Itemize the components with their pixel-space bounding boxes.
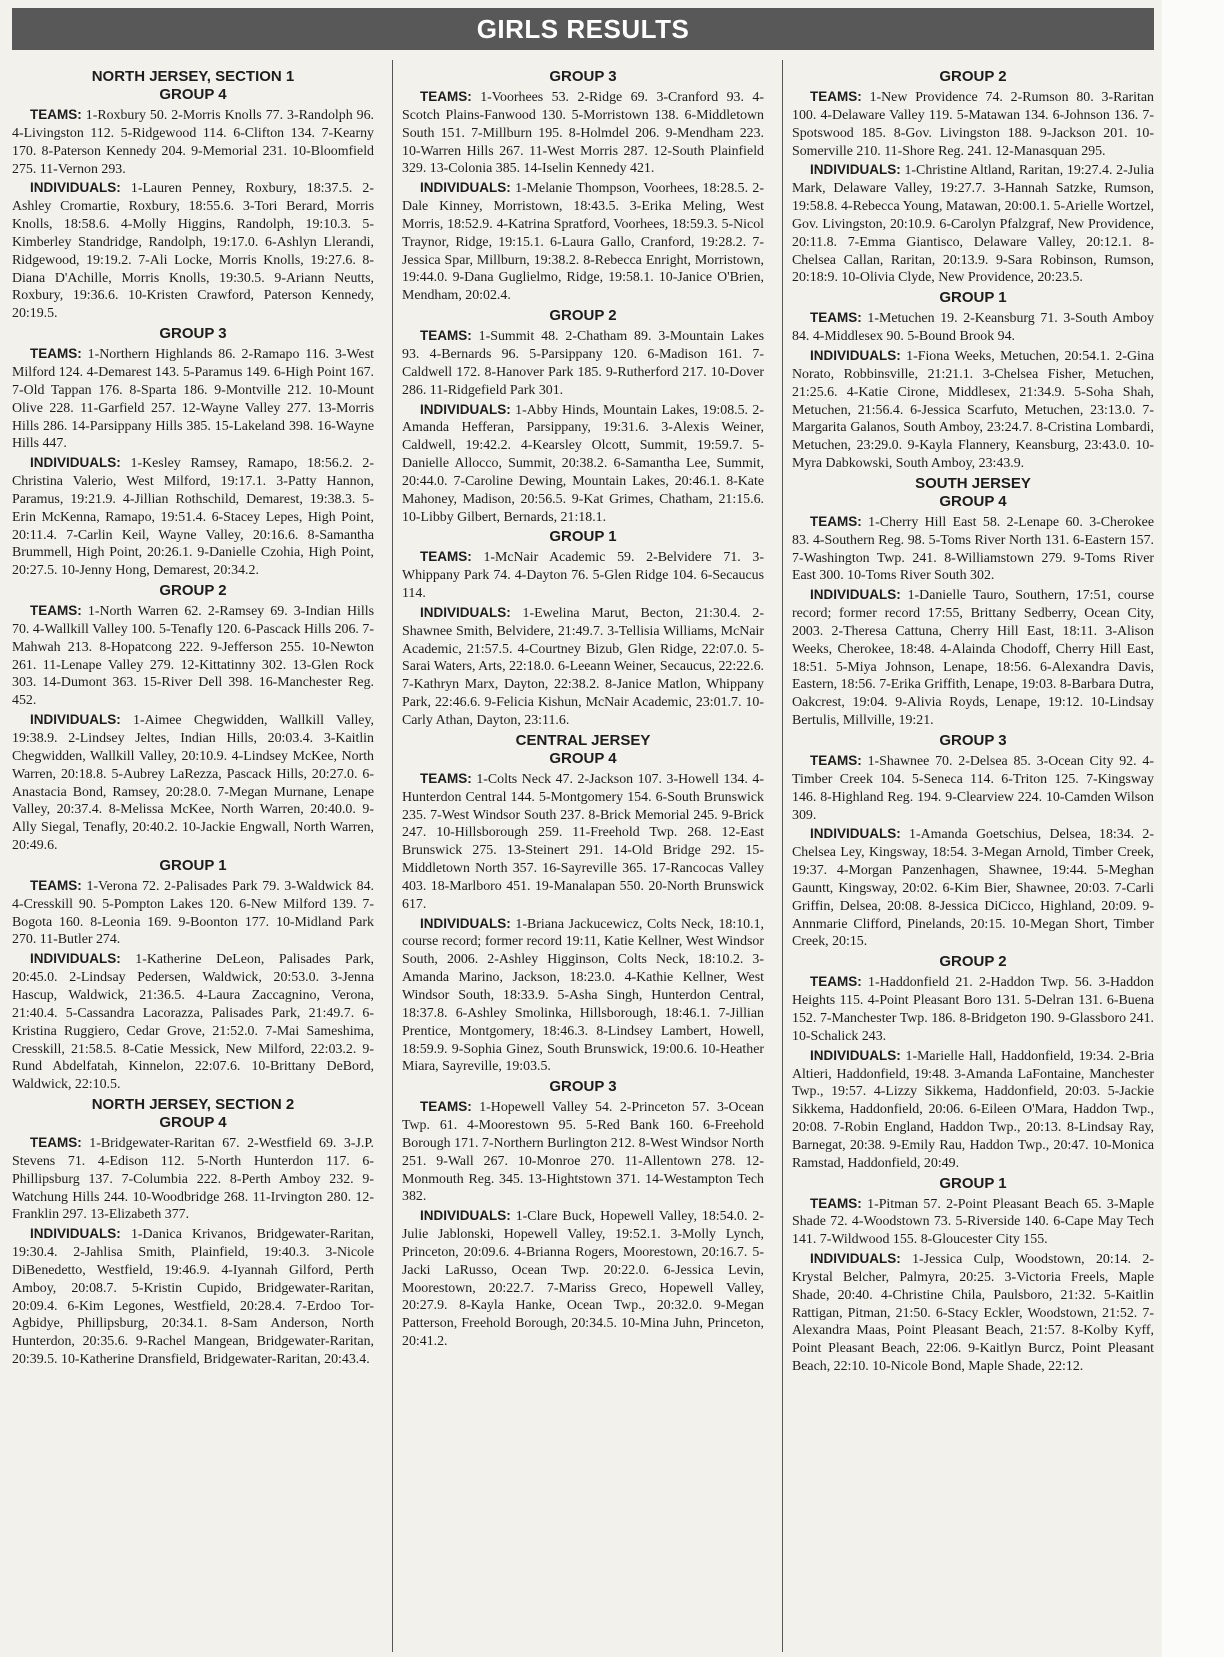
individuals-label: INDIVIDUALS: (420, 915, 511, 931)
section-heading-line: GROUP 2 (159, 582, 227, 600)
individuals-paragraph (402, 604, 764, 730)
teams-text: 1-Bridgewater-Raritan 67. 2-Westfield 69. 3-J.P. Stevens 71. 4-Edison 112. 5-North Hunterdon 117. 6-Phillipsburg 137. 7-Columbia 222. 8-Perth Amboy 232. 9-Watchung Hills 244. 10-Woodbridge 268. 11-Irvington 280. 12-Franklin 297. 13-Elizabeth 377. (12, 1136, 374, 1223)
teams-text: 1-McNair Academic 59. 2-Belvidere 71. 3-Whippany Park 74. 4-Dayton 76. 5-Glen Ridge 104. 6-Secaucus 114. (402, 550, 764, 602)
teams-text: 1-Summit 48. 2-Chatham 89. 3-Mountain Lakes 93. 4-Bernards 96. 5-Parsippany 120. 6-Madison 161. 7-Caldwell 172. 8-Hanover Park 185. 9-Rutherford 217. 10-Dover 286. 11-Ridgefield Park 301. (402, 329, 764, 398)
section-heading (402, 68, 764, 86)
individuals-label: INDIVIDUALS: (420, 604, 511, 620)
section-heading (402, 307, 764, 325)
teams-text: 1-Colts Neck 47. 2-Jackson 107. 3-Howell 134. 4-Hunterdon Central 144. 5-Montgomery 154. 6-South Brunswick 235. 7-West Windsor South 237. 8-Brick Memorial 245. 9-Brick 247. 10-Hillsborough 259. 11-Freehold Twp. 268. 12-East Brunswick 275. 13-Steinert 291. 14-Old Bridge 292. 15-Middletown North 357. 16-Sayreville 365. 17-Rancocas Valley 403. 18-Marlboro 451. 19-Manalapan 550. 20-North Brunswick 617. (402, 771, 764, 912)
teams-text: 1-Metuchen 19. 2-Keansburg 71. 3-South Amboy 84. 4-Middlesex 90. 5-Bound Brook 94. (792, 311, 1154, 345)
section-heading-line: NORTH JERSEY, SECTION 2 (91, 1096, 295, 1114)
teams-paragraph (402, 548, 764, 603)
teams-paragraph (12, 602, 374, 710)
results-banner: GIRLS RESULTS (12, 8, 1154, 50)
teams-label: TEAMS: (420, 89, 472, 104)
individuals-paragraph (792, 1047, 1154, 1173)
section-heading (12, 582, 374, 600)
individuals-label: INDIVIDUALS: (30, 951, 121, 967)
individuals-label: INDIVIDUALS: (420, 1208, 511, 1224)
individuals-text: 1-Amanda Goetschius, Delsea, 18:34. 2-Chelsea Ley, Kingsway, 18:54. 3-Megan Arnold, Timber Creek, 19:37. 4-Morgan Panzenhagen, Shawnee, 19:44. 5-Meghan Gauntt, Kingsway, 20:02. 6-Kim Bier, Shawnee, 20:03. 7-Carli Griffin, Delsea, 20:08. 8-Jessica DiCicco, Highland, 20:09. 9-Annmarie Clifford, Pinelands, 20:15. 10-Megan Short, Timber Creek, 20:15. (792, 827, 1154, 950)
individuals-text: 1-Clare Buck, Hopewell Valley, 18:54.0. 2-Julie Jablonski, Hopewell Valley, 19:52.1. 3-Molly Lynch, Princeton, 20:09.6. 4-Brianna Rogers, Moorestown, 20:16.7. 5-Jacki LaRusso, Ocean Twp. 20:22.0. 6-Jessica Levin, Moorestown, 20:22.7. 7-Mariss Greco, Hopewell Valley, 20:27.9. 8-Kayla Hanke, Ocean Twp., 20:32.0. 9-Megan Patterson, Freehold Borough, 20:34.5. 10-Mina Juhn, Princeton, 20:41.2. (402, 1209, 764, 1350)
teams-text: 1-Haddonfield 21. 2-Haddon Twp. 56. 3-Haddon Heights 115. 4-Point Pleasant Boro 131. 5-Delran 131. 6-Buena 152. 7-Manchester Twp. 186. 8-Bridgeton 190. 9-Glassboro 241. 10-Schalick 243. (792, 975, 1154, 1044)
individuals-paragraph (12, 1225, 374, 1369)
individuals-label: INDIVIDUALS: (810, 162, 901, 178)
individuals-label: INDIVIDUALS: (810, 347, 901, 363)
individuals-text: 1-Jessica Culp, Woodstown, 20:14. 2-Krystal Belcher, Palmyra, 20:25. 3-Victoria Freels, Maple Shade, 20:40. 4-Christine Chila, Paulsboro, 21:32. 5-Kaitlin Rattigan, Pitman, 21:50. 6-Stacy Eckler, Woodstown, 21:52. 7-Alexandra Maas, Point Pleasant Beach, 21:57. 8-Kolby Kyff, Point Pleasant Beach, 22:06. 9-Kaitlyn Burcz, Point Pleasant Beach, 22:10. 10-Nicole Bond, Maple Shade, 22:12. (792, 1252, 1154, 1375)
section-heading-line: GROUP 2 (549, 307, 617, 325)
teams-paragraph (12, 877, 374, 949)
section-heading (792, 475, 1154, 511)
teams-label: TEAMS: (810, 89, 862, 104)
section-heading-line: GROUP 3 (549, 68, 617, 85)
individuals-label: INDIVIDUALS: (30, 712, 121, 728)
section-heading (12, 325, 374, 343)
teams-label: TEAMS: (30, 877, 82, 893)
individuals-label: INDIVIDUALS: (420, 180, 511, 196)
teams-label: TEAMS: (810, 753, 862, 768)
results-column-2 (402, 66, 764, 1651)
section-heading-line: GROUP 4 (939, 492, 1007, 510)
individuals-paragraph (402, 1207, 764, 1351)
section-heading-line: GROUP 4 (159, 1114, 227, 1132)
teams-label: TEAMS: (810, 513, 862, 529)
teams-text: 1-New Providence 74. 2-Rumson 80. 3-Raritan 100. 4-Delaware Valley 119. 5-Matawan 134. 6-Johnson 136. 7-Spotswood 185. 8-Gov. Livingston 188. 9-Jackson 201. 10-Somerville 210. 11-Shore Reg. 241. 12-Manasquan 295. (792, 90, 1154, 159)
teams-label: TEAMS: (30, 107, 82, 122)
individuals-paragraph (792, 825, 1154, 951)
section-heading (12, 68, 374, 104)
teams-paragraph (792, 1195, 1154, 1250)
section-heading-line: GROUP 1 (549, 528, 617, 546)
teams-text: 1-Voorhees 53. 2-Ridge 69. 3-Cranford 93. 4-Scotch Plains-Fanwood 130. 5-Morristown 138. 6-Middletown South 151. 7-Millburn 195. 8-Holmdel 206. 9-Mendham 223. 10-Warren Hills 267. 11-West Morris 287. 12-South Plainfield 329. 13-Colonia 385. 14-Iselin Kennedy 421. (402, 90, 764, 177)
results-column-1 (12, 66, 374, 1651)
section-heading-line: GROUP 1 (939, 289, 1007, 307)
individuals-label: INDIVIDUALS: (810, 826, 901, 842)
individuals-label: INDIVIDUALS: (30, 180, 121, 196)
individuals-label: INDIVIDUALS: (810, 1047, 901, 1063)
section-heading (402, 1078, 764, 1096)
teams-paragraph (402, 1098, 764, 1206)
teams-paragraph (792, 973, 1154, 1045)
individuals-text: 1-Katherine DeLeon, Palisades Park, 20:45.0. 2-Lindsay Pedersen, Waldwick, 20:53.0. 3-Jenna Hascup, Waldwick, 21:36.5. 4-Laura Zaccagnino, Verona, 21:40.4. 5-Cassandra Lacorazza, Palisades Park, 21:49.7. 6-Kristina Ruggiero, Cedar Grove, 21:52.0. 7-Mai Sameshima, Cresskill, 21:58.5. 8-Catie Messick, New Milford, 22:03.2. 9-Rund Abdelfatah, Kinnelon, 22:07.6. 10-Brittany DeBord, Waldwick, 22:10.5. (12, 952, 374, 1093)
results-column-3 (792, 66, 1154, 1651)
individuals-text: 1-Ewelina Marut, Becton, 21:30.4. 2-Shawnee Smith, Belvidere, 21:49.7. 3-Tellisia Williams, McNair Academic, 21:57.5. 4-Courtney Bizub, Glen Ridge, 22:07.0. 5-Sarai Waters, Arts, 22:18.0. 6-Leeann Weiner, Secaucus, 22:22.6. 7-Kathryn Marx, Dayton, 22:38.2. 8-Janice Matlon, Whippany Park, 22:46.6. 9-Felicia Kishun, McNair Academic, 23:01.7. 10-Carly Athan, Dayton, 23:11.6. (402, 605, 764, 728)
section-heading-line: GROUP 1 (939, 1174, 1007, 1192)
teams-label: TEAMS: (810, 310, 862, 326)
teams-label: TEAMS: (420, 549, 472, 565)
teams-label: TEAMS: (420, 770, 472, 786)
teams-paragraph (12, 1134, 374, 1224)
section-heading-line: NORTH JERSEY, SECTION 1 (91, 68, 295, 85)
teams-text: 1-Cherry Hill East 58. 2-Lenape 60. 3-Cherokee 83. 4-Southern Reg. 98. 5-Toms River North 131. 6-Eastern 157. 7-Washington Twp. 241. 8-Williamstown 279. 9-Toms River East 300. 10-Toms River South 302. (792, 514, 1154, 584)
individuals-text: 1-Danielle Tauro, Southern, 17:51, course record; former record 17:55, Brittany Sedberry, Ocean City, 2003. 2-Theresa Cattuna, Cherry Hill East, 18:11. 3-Alison Weeks, Cherokee, 18:48. 4-Alainda Chodoff, Cherry Hill East, 18:51. 5-Miya Johnson, Lenape, 18:56. 6-Alexandra Davis, Eastern, 18:56. 7-Erika Griffith, Lenape, 19:03. 8-Barbara Dutra, Oakcrest, 19:04. 9-Alivia Royds, Lenape, 19:12. 10-Lindsay Bertulis, Millville, 19:21. (792, 588, 1154, 729)
individuals-label: INDIVIDUALS: (30, 1226, 121, 1242)
teams-text: 1-North Warren 62. 2-Ramsey 69. 3-Indian Hills 70. 4-Wallkill Valley 100. 5-Tenafly 120. 6-Pascack Hills 206. 7-Mahwah 213. 8-Hopatcong 222. 9-Jefferson 255. 10-Newton 261. 11-Lenape Valley 279. 12-Kittatinny 302. 13-Glen Rock 303. 14-Dumont 363. 15-River Dell 398. 16-Manchester Reg. 452. (12, 604, 374, 709)
teams-label: TEAMS: (810, 974, 862, 990)
section-heading-line: GROUP 4 (549, 749, 617, 767)
teams-label: TEAMS: (810, 1195, 862, 1211)
individuals-paragraph (12, 950, 374, 1094)
teams-paragraph (402, 88, 764, 178)
individuals-text: 1-Kesley Ramsey, Ramapo, 18:56.2. 2-Christina Valerio, West Milford, 19:17.1. 3-Patty Hannon, Paramus, 19:21.9. 4-Jillian Rothschild, Demarest, 19:38.3. 5-Erin McKenna, Ramapo, 19:51.4. 6-Stacey Lepes, High Point, 20:11.4. 7-Carlin Keil, Wayne Valley, 20:16.6. 8-Samantha Brummell, High Point, 20:26.1. 9-Danielle Czohia, High Point, 20:27.5. 10-Jenny Hong, Demarest, 20:34.2. (12, 456, 374, 579)
section-heading-line: CENTRAL JERSEY (515, 731, 651, 749)
teams-text: 1-Verona 72. 2-Palisades Park 79. 3-Waldwick 84. 4-Cresskill 90. 5-Pompton Lakes 120. 6-New Milford 139. 7-Bogota 160. 8-Leonia 169. 9-Boonton 177. 10-Midland Park 270. 11-Butler 274. (12, 878, 374, 948)
individuals-label: INDIVIDUALS: (30, 455, 121, 471)
teams-label: TEAMS: (30, 603, 82, 619)
individuals-text: 1-Briana Jackucewicz, Colts Neck, 18:10.1, course record; former record 19:11, Katie Kellner, West Windsor South, 2006. 2-Ashley Higginson, Colts Neck, 18:10.2. 3-Amanda Marino, Jackson, 18:23.0. 4-Kathie Kellner, West Windsor South, 18:33.9. 5-Asha Singh, Hunterdon Central, 18:37.8. 6-Ashley Smolinka, Hillsborough, 18:46.1. 7-Jillian Prentice, Montgomery, 18:46.3. 8-Lindsey Lambert, Howell, 18:59.9. 9-Sophia Ginez, South Brunswick, 19:00.6. 10-Heather Miara, Sayreville, 19:03.5. (402, 916, 764, 1075)
teams-paragraph (12, 345, 374, 453)
individuals-text: 1-Abby Hinds, Mountain Lakes, 19:08.5. 2-Amanda Hefferan, Parsippany, 19:31.6. 3-Alexis Weiner, Caldwell, 19:42.2. 4-Kearsley Olcott, Summit, 19:59.7. 5-Danielle Allocco, Summit, 20:38.2. 6-Samantha Lee, Summit, 20:44.0. 7-Caroline Dewing, Mountain Lakes, 20:46.1. 8-Kate Mahoney, Madison, 20:56.5. 9-Kat Grimes, Chatham, 21:15.6. 10-Libby Gilbert, Bernards, 21:18.1. (402, 402, 764, 525)
teams-paragraph (792, 309, 1154, 346)
section-heading (792, 1175, 1154, 1193)
section-heading (402, 528, 764, 546)
column-rule (782, 60, 783, 1652)
teams-paragraph (402, 327, 764, 399)
page-margin (1162, 0, 1224, 1657)
individuals-text: 1-Aimee Chegwidden, Wallkill Valley, 19:38.9. 2-Lindsey Jeltes, Indian Hills, 20:03.4. 3-Kaitlin Chegwidden, Wallkill Valley, 20:10.9. 4-Lindsey McKee, North Warren, 20:18.8. 5-Aubrey LaRezza, Pascack Hills, 20:27.0. 6-Anastacia Bond, Ramsey, 20:28.0. 7-Megan Murnane, Lenape Valley, 20:37.4. 8-Melissa McKee, North Warren, 20:40.0. 9-Ally Siegal, Tenafly, 20:40.2. 10-Jackie Engwall, North Warren, 20:49.6. (12, 713, 374, 854)
individuals-label: INDIVIDUALS: (810, 587, 901, 603)
individuals-label: INDIVIDUALS: (420, 401, 511, 417)
individuals-text: 1-Melanie Thompson, Voorhees, 18:28.5. 2-Dale Kinney, Morristown, 18:43.5. 3-Erika Meling, West Morris, 18:52.9. 4-Katrina Spratford, Voorhees, 18:59.3. 5-Nicol Traynor, Ridge, 19:15.1. 6-Laura Gallo, Cranford, 19:28.2. 7-Jessica Spar, Millburn, 19:38.2. 8-Rebecca Enright, Morristown, 19:44.0. 9-Dana Guglielmo, Ridge, 19:58.1. 10-Janice O'Brien, Mendham, 20:02.4. (402, 181, 764, 304)
section-heading (12, 857, 374, 875)
teams-text: 1-Shawnee 70. 2-Delsea 85. 3-Ocean City 92. 4-Timber Creek 104. 5-Seneca 114. 6-Triton 125. 7-Kingsway 146. 8-Highland Reg. 194. 9-Clearview 224. 10-Camden Wilson 309. (792, 754, 1154, 823)
individuals-text: 1-Danica Krivanos, Bridgewater-Raritan, 19:30.4. 2-Jahlisa Smith, Plainfield, 19:40.3. 3-Nicole DiBenedetto, Westfield, 19:46.9. 4-Iyannah Gilford, Perth Amboy, 20:08.7. 5-Kristin Cupido, Bridgewater-Raritan, 20:09.4. 6-Kim Legones, Westfield, 20:28.4. 7-Erdoo Tor-Agbidye, Phillipsburg, 20:34.1. 8-Sam Anderson, North Hunterdon, 20:35.6. 9-Rachel Mangean, Bridgewater-Raritan, 20:39.5. 10-Katherine Dransfield, Bridgewater-Raritan, 20:43.4. (12, 1227, 374, 1368)
teams-paragraph (402, 770, 764, 914)
individuals-label: INDIVIDUALS: (810, 1251, 901, 1267)
teams-text: 1-Pitman 57. 2-Point Pleasant Beach 65. 3-Maple Shade 72. 4-Woodstown 73. 5-Riverside 140. 6-Cape May Tech 141. 7-Wildwood 155. 8-Gloucester City 155. (792, 1196, 1154, 1248)
section-heading (792, 953, 1154, 971)
section-heading-line: GROUP 3 (549, 1078, 617, 1096)
individuals-text: 1-Christine Altland, Raritan, 19:27.4. 2-Julia Mark, Delaware Valley, 19:27.7. 3-Hannah Satzke, Rumson, 19:58.8. 4-Rebecca Young, Matawan, 20:00.1. 5-Arielle Wortzel, Gov. Livingston, 20:10.9. 6-Carolyn Pfalzgraf, New Providence, 20:11.8. 7-Emma Giantisco, Delaware Valley, 20:12.1. 8-Chelsea Callan, Raritan, 20:13.9. 9-Sara Robinson, Rumson, 20:18:9. 10-Olivia Clyde, New Providence, 20:23.5. (792, 163, 1154, 286)
teams-label: TEAMS: (420, 328, 472, 344)
individuals-paragraph (402, 179, 764, 305)
section-heading-line: GROUP 3 (939, 732, 1007, 749)
teams-text: 1-Hopewell Valley 54. 2-Princeton 57. 3-Ocean Twp. 61. 4-Moorestown 95. 5-Red Bank 160. 6-Freehold Borough 171. 7-Northern Burlington 212. 8-West Windsor North 251. 9-Wall 267. 10-Monroe 270. 11-Allentown 278. 12-Monmouth Reg. 345. 13-Hightstown 371. 14-Westampton Tech 382. (402, 1100, 764, 1205)
individuals-text: 1-Lauren Penney, Roxbury, 18:37.5. 2-Ashley Cromartie, Roxbury, 18:55.6. 3-Tori Berard, Morris Knolls, 18:58.6. 4-Molly Higgins, Randolph, 19:10.3. 5-Kimberley Standridge, Randolph, 19:17.0. 6-Ashlyn Llerandi, Ridgewood, 19:19.2. 7-Ali Locke, Morris Knolls, 19:27.6. 8-Diana D'Achille, Morris Knolls, 19:30.5. 9-Ariann Neutts, Roxbury, 19:36.6. 10-Kristen Crawford, Paterson Kennedy, 20:19.5. (12, 181, 374, 322)
column-rule (392, 60, 393, 1652)
teams-label: TEAMS: (30, 346, 82, 362)
teams-paragraph (792, 88, 1154, 160)
teams-text: 1-Northern Highlands 86. 2-Ramapo 116. 3-West Milford 124. 4-Demarest 143. 5-Paramus 149. 6-High Point 167. 7-Old Tappan 176. 8-Sparta 186. 9-Montville 212. 10-Mount Olive 228. 11-Garfield 257. 12-Wayne Valley 277. 13-Morris Hills 286. 14-Parsippany Hills 385. 15-Lakeland 398. 16-Wayne Hills 447. (12, 347, 374, 452)
section-heading-line: GROUP 1 (159, 856, 227, 874)
individuals-paragraph (792, 347, 1154, 473)
section-heading (792, 68, 1154, 86)
teams-paragraph (792, 513, 1154, 585)
section-heading (12, 1096, 374, 1132)
section-heading-line: SOUTH JERSEY (915, 474, 1031, 492)
individuals-text: 1-Fiona Weeks, Metuchen, 20:54.1. 2-Gina Norato, Robbinsville, 21:21.1. 3-Chelsea Fisher, Metuchen, 21:25.6. 4-Katie Cirone, Middlesex, 21:34.9. 5-Soha Shah, Metuchen, 21:56.4. 6-Jessica Scarfuto, Metuchen, 23:13.0. 7-Margarita Galanos, South Amboy, 23:24.7. 8-Cristina Lombardi, Metuchen, 23:29.0. 9-Kayla Flannery, Keansburg, 23:43.0. 10-Myra Dabkowski, South Amboy, 23:43.9. (792, 348, 1154, 472)
individuals-paragraph (792, 1250, 1154, 1376)
individuals-paragraph (12, 454, 374, 580)
individuals-paragraph (12, 711, 374, 855)
teams-paragraph (792, 752, 1154, 824)
individuals-paragraph (792, 161, 1154, 287)
section-heading (792, 732, 1154, 750)
individuals-paragraph (402, 915, 764, 1077)
individuals-text: 1-Marielle Hall, Haddonfield, 19:34. 2-Bria Altieri, Haddonfield, 19:48. 3-Amanda LaFontaine, Manchester Twp., 19:57. 4-Lizzy Sikkema, Haddonfield, 20:03. 5-Jackie Sikkema, Haddonfield, 20:06. 6-Eileen O'Mara, Haddon Twp., 20:08. 7-Robin England, Haddon Twp., 20:13. 8-Lindsay Ray, Barnegat, 20:38. 9-Emily Rau, Haddon Twp., 20:47. 10-Monica Ramstad, Haddonfield, 20:49. (792, 1048, 1154, 1171)
individuals-paragraph (402, 401, 764, 527)
section-heading-line: GROUP 4 (159, 86, 227, 103)
teams-text: 1-Roxbury 50. 2-Morris Knolls 77. 3-Randolph 96. 4-Livingston 112. 5-Ridgewood 114. 6-Clifton 134. 7-Kearny 170. 8-Paterson Kennedy 204. 9-Memorial 231. 10-Bloomfield 275. 11-Vernon 293. (12, 108, 374, 177)
section-heading-line: GROUP 2 (939, 68, 1007, 85)
teams-label: TEAMS: (420, 1099, 472, 1115)
section-heading (402, 732, 764, 768)
section-heading-line: GROUP 2 (939, 953, 1007, 971)
section-heading (792, 289, 1154, 307)
section-heading-line: GROUP 3 (159, 325, 227, 343)
teams-paragraph (12, 106, 374, 178)
teams-label: TEAMS: (30, 1135, 82, 1151)
individuals-paragraph (792, 586, 1154, 730)
individuals-paragraph (12, 179, 374, 323)
